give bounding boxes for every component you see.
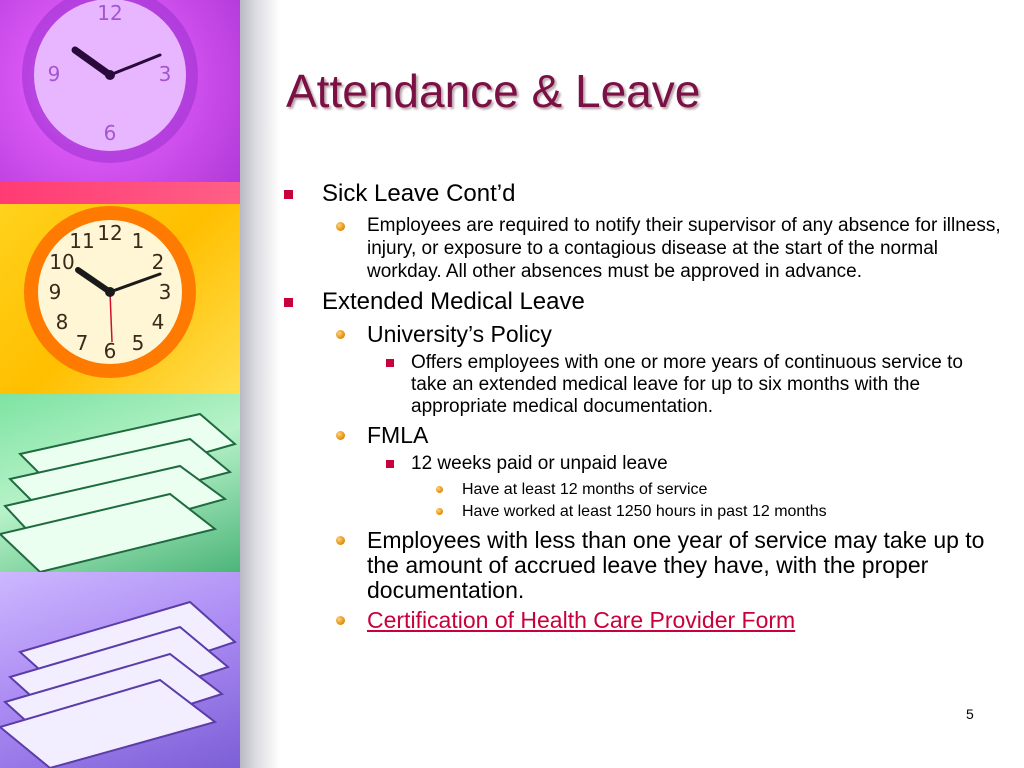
books-green-icon: [0, 394, 240, 572]
books-purple-icon: [0, 572, 240, 768]
clock-number: 3: [158, 62, 172, 86]
fmla-heading: FMLA: [367, 422, 429, 448]
sick-leave-heading: Sick Leave Cont’d: [322, 180, 516, 207]
clock-number: 6: [103, 121, 117, 145]
clock-number: 7: [75, 331, 89, 355]
less-than-one-year-text: Employees with less than one year of service may take up to the amount of accrued leave they have, with the proper documentation.: [367, 527, 985, 603]
clock-number: 10: [49, 250, 75, 274]
purple-books-photo: [0, 572, 240, 768]
round-bullet-icon: [336, 616, 345, 625]
square-bullet-icon: [386, 359, 394, 367]
list-item-fmla-weeks: [386, 453, 1004, 475]
list-item-fmla-requirement: [436, 502, 1004, 522]
square-bullet-icon: [284, 298, 293, 307]
pink-band: [0, 182, 240, 204]
list-item-fmla-requirement: [436, 480, 1004, 500]
clock-purple-icon: [20, 0, 200, 170]
round-bullet-icon: [436, 508, 443, 515]
square-bullet-icon: [386, 460, 394, 468]
clock-number: 8: [55, 310, 69, 334]
page-number: 5: [966, 706, 974, 722]
clock-number: 3: [158, 280, 172, 304]
sick-leave-notice-text: Employees are required to notify their supervisor of any absence for illness, injury, or exposure to a contagious disease at the start of the normal workday. All other absences must be approved in advance.: [367, 215, 1001, 282]
university-policy-heading: University’s Policy: [367, 321, 552, 347]
slide-content: [284, 180, 1004, 638]
purple-clock-photo: [0, 0, 240, 182]
square-bullet-icon: [284, 190, 293, 199]
clock-number: 2: [151, 250, 165, 274]
round-bullet-icon: [336, 536, 345, 545]
round-bullet-icon: [436, 486, 443, 493]
extended-medical-heading: Extended Medical Leave: [322, 288, 585, 315]
clock-number: 4: [151, 310, 165, 334]
university-policy-detail-text: Offers employees with one or more years of continuous service to take an extended medical leave for up to six months with the appropriate medical documentation.: [411, 352, 963, 417]
slide-title: Attendance & Leave: [286, 65, 701, 117]
clock-number: 5: [131, 331, 145, 355]
list-item-fmla: [336, 423, 1004, 448]
clock-yellow-icon: [20, 204, 200, 382]
fmla-weeks-text: 12 weeks paid or unpaid leave: [411, 453, 668, 474]
list-item-sick-leave-notice: [336, 214, 1004, 283]
strip-shadow: [240, 0, 280, 768]
certification-form-link[interactable]: Certification of Health Care Provider Form: [367, 607, 796, 633]
decorative-image-strip: [0, 0, 240, 768]
fmla-requirement-text: Have at least 12 months of service: [462, 481, 708, 498]
clock-number: 1: [131, 229, 145, 253]
clock-number: 11: [69, 229, 95, 253]
round-bullet-icon: [336, 330, 345, 339]
round-bullet-icon: [336, 222, 345, 231]
list-item-extended-medical: [284, 288, 1004, 316]
fmla-requirement-text: Have worked at least 1250 hours in past 12 months: [462, 503, 827, 520]
clock-number: 9: [48, 280, 62, 304]
clock-number: 12: [97, 221, 123, 245]
clock-number: 12: [97, 1, 123, 25]
green-books-photo: [0, 394, 240, 572]
list-item-university-policy-detail: [386, 352, 1004, 418]
list-item-sick-leave: [284, 180, 1004, 208]
list-item-less-than-one-year: [336, 528, 1004, 603]
yellow-clock-photo: [0, 204, 240, 394]
clock-number: 6: [103, 339, 117, 363]
list-item-certification-form: [336, 608, 1004, 633]
clock-number: 9: [47, 62, 61, 86]
list-item-university-policy: [336, 322, 1004, 347]
round-bullet-icon: [336, 431, 345, 440]
